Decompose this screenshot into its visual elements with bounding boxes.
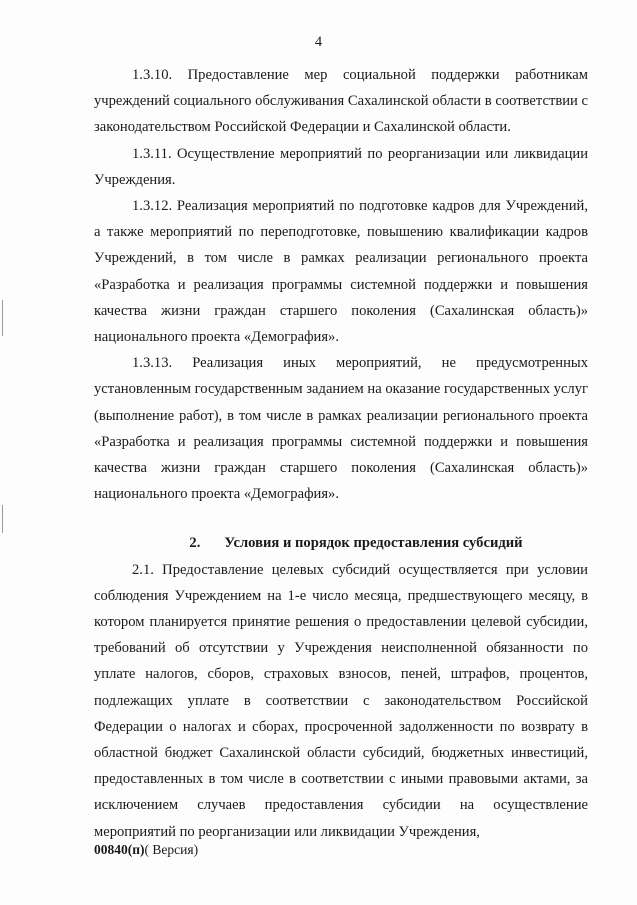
scan-edge-mark [2, 505, 3, 533]
section-number: 2. [189, 535, 201, 552]
document-footer [94, 842, 198, 858]
document-version: ( Версия) [144, 842, 199, 857]
paragraph-1-3-12: 1.3.12. Реализация мероприятий по подготовке кадров для Учреждений, а также мероприятий по переподготовке, повышению квалификации кадров Учреждений, в том числе в рамках реализации регионального проекта «Разработка и реализация программы системной поддержки и повышения качества жизни граждан старшего поколения (Сахалинская область)» национального проекта «Демография». [94, 198, 588, 346]
section-title: Условия и порядок предоставления субсидий [224, 535, 523, 552]
paragraph-1-3-10: 1.3.10. Предоставление мер социальной поддержки работникам учреждений социального обслуживания Сахалинской области в соответствии с законодательством Российской Федерации и Сахалинской области. [94, 67, 588, 136]
document-code: 00840(п) [94, 842, 145, 857]
section-heading [94, 530, 588, 556]
document-body [94, 62, 588, 845]
paragraph-2-1: 2.1. Предоставление целевых субсидий осуществляется при условии соблюдения Учреждением на 1-е число месяца, предшествующего месяцу, в котором планируется принятие решения о предоставлении целевой субсидии, требований об отсутствии у Учреждения неисполненной обязанности по уплате налогов, сборов, страховых взносов, пеней, штрафов, процентов, подлежащих уплате в соответствии с законодательством Российской Федерации о налогах и сборах, просроченной задолженности по возврату в областной бюджет Сахалинской области субсидий, бюджетных инвестиций, предоставленных в том числе в соответствии с иными правовыми актами, за исключением случаев предоставления субсидии на осуществление мероприятий по реорганизации или ликвидации Учреждения, [94, 561, 588, 840]
page-number: 4 [314, 34, 323, 50]
paragraph-1-3-13: 1.3.13. Реализация иных мероприятий, не предусмотренных установленным государственным заданием на оказание государственных услуг (выполнение работ), в том числе в рамках реализации регионального проекта «Разработка и реализация программы системной поддержки и повышения качества жизни граждан старшего поколения (Сахалинская область)» национального проекта «Демография». [94, 355, 588, 503]
scan-edge-mark [2, 300, 3, 336]
paragraph-1-3-11: 1.3.11. Осуществление мероприятий по реорганизации или ликвидации Учреждения. [94, 145, 588, 188]
